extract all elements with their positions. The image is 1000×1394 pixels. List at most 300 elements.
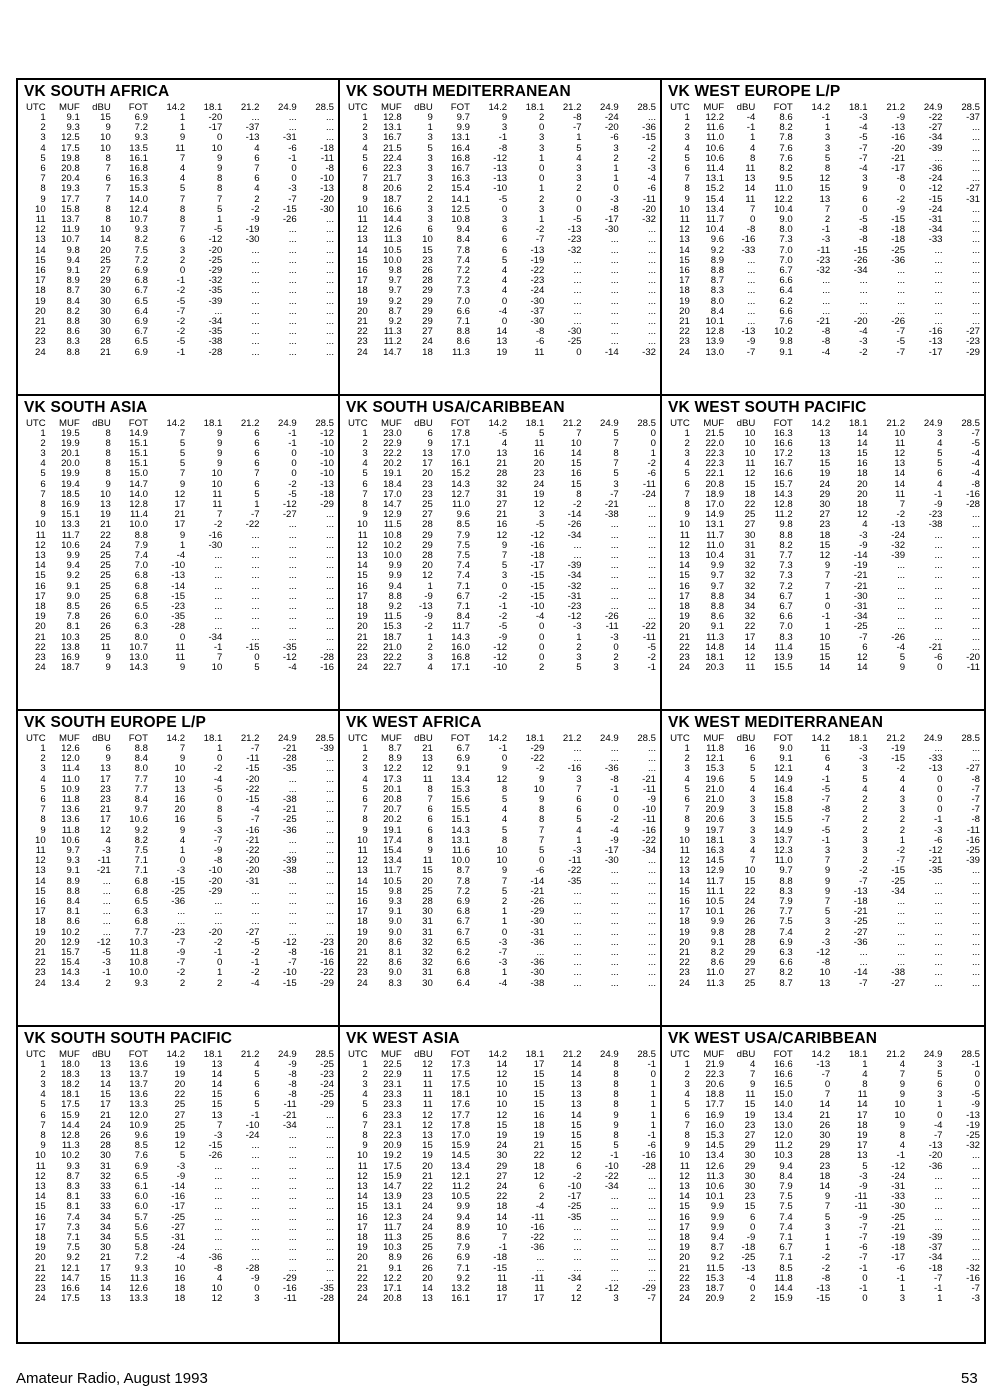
table-cell: ... xyxy=(251,1201,260,1213)
table-cell: 11.0 xyxy=(706,132,725,144)
table-cell: 11 xyxy=(357,1160,368,1172)
table-cell: 19.7 xyxy=(705,824,725,836)
table-cell: ... xyxy=(934,244,943,256)
table-cell: ... xyxy=(648,967,656,979)
table-cell: ... xyxy=(251,539,260,551)
table-cell: 9.3 xyxy=(134,977,148,989)
table-cell: 18 xyxy=(856,1119,868,1131)
table-cell: 3 xyxy=(749,824,756,836)
table-cell: 9 xyxy=(40,1140,46,1152)
table-cell: 9.1 xyxy=(779,346,793,358)
table-cell: ... xyxy=(326,621,334,633)
table-cell: -24 xyxy=(604,112,619,123)
table-cell: -15 xyxy=(530,590,545,602)
table-cell: 13.1 xyxy=(451,132,470,144)
table-cell: 22.9 xyxy=(383,437,402,449)
table-cell: ... xyxy=(326,834,334,846)
table-cell: 1 xyxy=(539,214,545,226)
table-cell: 29 xyxy=(744,1140,756,1152)
table-cell: 11.6 xyxy=(452,845,470,857)
table-cell: 14 xyxy=(894,478,906,490)
table-cell: -18 xyxy=(320,488,334,500)
table-cell: ... xyxy=(648,947,656,959)
table-cell: 7 xyxy=(40,173,46,185)
table-cell: 12.6 xyxy=(61,743,80,754)
table-cell: ... xyxy=(573,926,582,938)
table-cell: 12 xyxy=(422,1058,433,1070)
table-cell: 0 xyxy=(539,651,545,663)
table-cell: 8.9 xyxy=(66,875,80,887)
table-cell: 1 xyxy=(862,1058,868,1070)
table-cell: -21 xyxy=(642,773,656,785)
table-cell: 24 xyxy=(357,662,368,674)
table-cell: 9.7 xyxy=(456,112,470,123)
table-cell: 6 xyxy=(862,641,868,653)
table-cell: 9 xyxy=(217,437,223,449)
table-cell: 15 xyxy=(570,1129,582,1141)
table-cell: ... xyxy=(326,265,334,277)
table-cell: 15 xyxy=(679,885,690,897)
table-cell: 20 xyxy=(174,1078,186,1090)
table-cell: 5 xyxy=(179,447,186,459)
table-cell: 9 xyxy=(899,1119,906,1131)
table-cell: 7 xyxy=(576,427,582,439)
table-cell: 4 xyxy=(179,173,186,185)
table-cell: -27 xyxy=(853,926,868,938)
table-cell: ... xyxy=(288,1262,297,1274)
table-cell: 23 xyxy=(679,336,690,348)
table-cell: 1 xyxy=(824,1242,831,1254)
table-cell: -9 xyxy=(933,498,943,510)
table-cell: ... xyxy=(573,906,582,918)
table-cell: 8.2 xyxy=(710,947,725,959)
table-cell: 9 xyxy=(105,651,111,663)
table-cell: 11 xyxy=(679,845,690,857)
table-cell: -15 xyxy=(530,570,545,582)
column-header: MUF xyxy=(381,102,402,113)
table-cell: ... xyxy=(934,560,943,572)
table-cell: 18 xyxy=(679,1231,690,1243)
table-cell: 16 xyxy=(357,580,368,592)
table-cell: 8 xyxy=(824,163,831,175)
table-cell: -34 xyxy=(928,1252,943,1264)
table-cell: ... xyxy=(288,875,297,887)
table-cell: 12 xyxy=(533,498,545,510)
table-cell: 30 xyxy=(819,1129,831,1141)
table-cell: -8 xyxy=(746,224,756,236)
table-cell: 7 xyxy=(254,163,260,175)
table-cell: 30 xyxy=(744,1170,756,1182)
table-cell: 7.4 xyxy=(456,254,470,266)
table-cell: 5 xyxy=(40,783,46,795)
table-cell: 5 xyxy=(684,783,690,795)
table-cell: -29 xyxy=(208,265,223,277)
table-cell: 10 xyxy=(174,1262,186,1274)
table-cell: 15.8 xyxy=(774,804,793,816)
table-cell: ... xyxy=(972,173,980,185)
table-cell: 0 xyxy=(291,173,297,185)
table-cell: ... xyxy=(648,977,656,989)
table-cell: -1 xyxy=(610,783,619,795)
table-cell: -1 xyxy=(821,112,831,123)
table-cell: -3 xyxy=(213,824,223,836)
table-cell: 3 xyxy=(179,244,186,256)
table-cell: ... xyxy=(648,1221,656,1233)
table-cell: -35 xyxy=(208,285,223,297)
table-cell: -19 xyxy=(966,1119,980,1131)
table-cell: 25 xyxy=(100,590,111,602)
table-cell: 9 xyxy=(105,122,111,134)
table-cell: ... xyxy=(326,1262,334,1274)
table-cell: 8.7 xyxy=(66,285,80,297)
table-cell: -5 xyxy=(176,336,186,348)
column-header: 28.5 xyxy=(961,1048,980,1060)
table-cell: -17 xyxy=(891,163,906,175)
table-cell: ... xyxy=(288,1221,297,1233)
column-header: 28.5 xyxy=(637,417,656,429)
table-cell: -2 xyxy=(251,947,260,959)
table-cell: 12 xyxy=(496,1109,508,1121)
table-cell: ... xyxy=(972,1252,980,1264)
table-cell: 13.4 xyxy=(705,1150,725,1162)
table-cell: 30 xyxy=(496,1150,508,1162)
table-cell: 9 xyxy=(40,193,46,205)
table-cell: 9.7 xyxy=(388,285,402,297)
table-cell: 15 xyxy=(744,1099,756,1111)
table-cell: ... xyxy=(972,285,980,297)
table-cell: -8 xyxy=(821,804,831,816)
table-cell: 8 xyxy=(105,468,111,480)
table-cell: ... xyxy=(648,336,656,348)
table-cell: ... xyxy=(102,926,111,938)
column-header: 14.2 xyxy=(811,1048,831,1060)
table-cell: ... xyxy=(573,957,582,969)
table-cell: 7.7 xyxy=(779,549,793,561)
table-cell: 6.5 xyxy=(456,936,470,948)
table-cell: ... xyxy=(326,1221,334,1233)
table-cell: 9.8 xyxy=(388,265,402,277)
table-cell: 2 xyxy=(862,794,868,806)
table-cell: 6 xyxy=(254,173,260,185)
table-cell: 7 xyxy=(179,743,186,754)
table-cell: -8 xyxy=(535,326,545,338)
table-cell: 7.1 xyxy=(456,600,470,612)
table-cell: -21 xyxy=(282,1109,297,1121)
table-cell: ... xyxy=(972,926,980,938)
table-cell: 15.3 xyxy=(705,1129,725,1141)
table-cell: -28 xyxy=(171,621,186,633)
table-cell: 8.2 xyxy=(779,122,793,134)
table-cell: 0 xyxy=(749,1282,756,1294)
table-cell: ... xyxy=(934,896,943,908)
table-cell: 4 xyxy=(749,783,756,795)
table-cell: 20.8 xyxy=(705,478,725,490)
table-cell: 3 xyxy=(501,214,508,226)
table-cell: 9 xyxy=(862,183,868,195)
table-cell: -11 xyxy=(97,855,111,867)
table-cell: 3 xyxy=(684,1078,690,1090)
table-cell: 16.7 xyxy=(383,132,402,144)
column-header: FOT xyxy=(128,102,148,113)
table-cell: 2 xyxy=(539,1191,545,1203)
table-cell: 15 xyxy=(819,458,831,470)
table-cell: -8 xyxy=(821,326,831,338)
table-cell: 17.4 xyxy=(383,834,402,846)
table-cell: ... xyxy=(610,1231,619,1243)
table-cell: 16 xyxy=(357,896,368,908)
table-cell: 15 xyxy=(100,112,111,123)
table-cell: ... xyxy=(326,295,334,307)
table-cell: 33 xyxy=(100,1191,111,1203)
table-cell: -35 xyxy=(320,1282,334,1294)
table-cell: ... xyxy=(859,957,868,969)
table-cell: -15 xyxy=(208,1140,223,1152)
table-cell: ... xyxy=(326,549,334,561)
table-cell: -5 xyxy=(288,488,297,500)
table-cell: 2 xyxy=(899,824,906,836)
table-cell: -31 xyxy=(891,1180,906,1192)
table-cell: ... xyxy=(972,214,980,226)
table-cell: 17.7 xyxy=(451,1109,470,1121)
table-cell: -11 xyxy=(966,824,980,836)
table-cell: 10 xyxy=(894,427,906,439)
table-cell: 9.7 xyxy=(710,580,725,592)
table-cell: 30 xyxy=(819,498,831,510)
table-cell: -17 xyxy=(208,122,223,134)
table-cell: 9.0 xyxy=(388,926,402,938)
table-cell: -11 xyxy=(642,478,656,490)
table-cell: -18 xyxy=(891,1242,906,1254)
table-cell: ... xyxy=(859,305,868,317)
table-cell: 7 xyxy=(539,834,545,846)
table-cell: -33 xyxy=(928,234,943,246)
table-cell: 8.9 xyxy=(388,1252,402,1264)
table-cell: 9.0 xyxy=(779,743,793,754)
table-cell: 32 xyxy=(744,560,756,572)
table-cell: ... xyxy=(573,1252,582,1264)
table-cell: 17.8 xyxy=(451,427,470,439)
table-cell: -23 xyxy=(530,275,545,287)
table-cell: 5 xyxy=(749,763,756,775)
table-cell: ... xyxy=(251,326,260,338)
table-cell: -8 xyxy=(859,224,868,236)
table-cell: 0 xyxy=(291,163,297,175)
table-cell: 16.3 xyxy=(129,173,148,185)
table-cell: ... xyxy=(288,1180,297,1192)
table-cell: -1 xyxy=(859,1282,868,1294)
table-cell: 0 xyxy=(539,621,545,633)
table-cell: 17.5 xyxy=(61,1099,80,1111)
table-cell: 4 xyxy=(501,275,508,287)
table-cell: 16 xyxy=(174,814,186,826)
table-cell: 7 xyxy=(824,570,831,582)
table-cell: -9 xyxy=(176,1170,186,1182)
table-cell: 6 xyxy=(684,1109,690,1121)
panel-title: VK WEST MEDITERRANEAN xyxy=(668,714,884,731)
table-cell: 21.5 xyxy=(383,142,402,154)
table-cell: 24 xyxy=(100,539,111,551)
table-cell: -29 xyxy=(966,346,980,358)
table-cell: ... xyxy=(326,845,334,857)
table-cell: -35 xyxy=(208,326,223,338)
table-cell: 20 xyxy=(357,305,368,317)
table-cell: ... xyxy=(972,957,980,969)
table-cell: 14 xyxy=(100,234,111,246)
table-cell: 10.9 xyxy=(61,783,80,795)
table-cell: ... xyxy=(897,560,906,572)
table-cell: 30 xyxy=(100,1242,111,1254)
table-cell: 0 xyxy=(937,662,943,674)
table-cell: 2 xyxy=(684,753,690,765)
table-cell: -9 xyxy=(251,214,260,226)
table-cell: 5 xyxy=(824,906,831,918)
table-cell: 14.5 xyxy=(705,855,725,867)
table-cell: 2 xyxy=(40,437,46,449)
table-cell: 7.1 xyxy=(134,865,148,877)
table-cell: -5 xyxy=(498,621,508,633)
table-cell: 5 xyxy=(501,824,508,836)
table-cell: 16.7 xyxy=(451,163,470,175)
table-cell: -8 xyxy=(573,112,582,123)
table-cell: 8.4 xyxy=(134,794,148,806)
table-cell: 12.5 xyxy=(451,203,470,215)
table-cell: 16.7 xyxy=(774,458,793,470)
table-cell: -10 xyxy=(320,173,334,185)
table-cell: -1 xyxy=(498,1242,508,1254)
table-cell: -7 xyxy=(859,875,868,887)
table-cell: ... xyxy=(288,631,297,643)
table-cell: -29 xyxy=(530,906,545,918)
table-cell: -20 xyxy=(208,875,223,887)
table-cell: -1 xyxy=(933,488,943,500)
table-cell: 15.4 xyxy=(705,193,725,205)
table-cell: 0 xyxy=(862,1293,868,1305)
panel-title: VK WEST EUROPE L/P xyxy=(668,83,841,100)
table-cell: 20.8 xyxy=(383,794,402,806)
table-cell: 4 xyxy=(254,142,260,154)
table-cell: 5.8 xyxy=(134,1242,148,1254)
table-cell: ... xyxy=(251,346,260,358)
table-cell: 28 xyxy=(422,275,433,287)
table-cell: 12 xyxy=(357,224,368,236)
table-cell: 18 xyxy=(744,488,756,500)
table-cell: 8 xyxy=(40,814,46,826)
table-cell: 17.1 xyxy=(451,437,470,449)
table-cell: -21 xyxy=(853,580,868,592)
table-cell: -15 xyxy=(282,203,297,215)
table-cell: 29 xyxy=(422,529,433,541)
table-cell: ... xyxy=(972,295,980,307)
table-cell: ... xyxy=(251,590,260,602)
table-cell: ... xyxy=(214,906,223,918)
table-cell: 9 xyxy=(613,1109,619,1121)
table-cell: 15 xyxy=(357,1201,368,1213)
table-cell: 9.1 xyxy=(456,763,470,775)
column-header: 28.5 xyxy=(961,417,980,429)
table-cell: -20 xyxy=(853,316,868,328)
table-cell: 20 xyxy=(533,458,545,470)
table-cell: 1 xyxy=(824,1231,831,1243)
table-cell: 12.8 xyxy=(705,326,725,338)
table-cell: 7.3 xyxy=(66,1221,80,1233)
table-cell: 11 xyxy=(679,214,690,226)
table-cell: -30 xyxy=(853,590,868,602)
table-cell: -29 xyxy=(320,977,334,989)
table-cell: ... xyxy=(648,498,656,510)
table-cell: ... xyxy=(972,570,980,582)
table-cell: 23 xyxy=(679,967,690,979)
table-cell: 18 xyxy=(856,468,868,480)
table-cell: ... xyxy=(897,275,906,287)
table-cell: -1 xyxy=(933,1282,943,1294)
propagation-table xyxy=(346,102,656,358)
table-cell: ... xyxy=(972,967,980,979)
table-cell: 21 xyxy=(357,631,368,643)
table-cell: 11.4 xyxy=(130,509,148,521)
table-cell: -22 xyxy=(530,1231,545,1243)
table-cell: 11.7 xyxy=(452,621,470,633)
table-cell: 24 xyxy=(679,977,690,989)
table-cell: 18.9 xyxy=(705,488,725,500)
table-cell: -34 xyxy=(642,845,656,857)
table-cell: 6 xyxy=(427,824,433,836)
table-cell: 11 xyxy=(679,529,690,541)
table-cell: 34 xyxy=(100,1211,111,1223)
table-cell: -35 xyxy=(928,865,943,877)
table-cell: 23 xyxy=(422,478,433,490)
table-cell: 9 xyxy=(501,539,508,551)
table-cell: ... xyxy=(326,1242,334,1254)
column-header: FOT xyxy=(773,733,793,744)
table-cell: 7 xyxy=(824,855,831,867)
table-cell: -27 xyxy=(966,183,980,195)
column-header: UTC xyxy=(670,733,690,744)
table-cell: ... xyxy=(288,580,297,592)
table-cell: ... xyxy=(972,265,980,277)
table-cell: 19.2 xyxy=(383,1150,402,1162)
table-cell: 1 xyxy=(217,967,223,979)
table-cell: 8.2 xyxy=(134,234,148,246)
table-cell: ... xyxy=(610,875,619,887)
table-cell: 0 xyxy=(501,203,508,215)
propagation-table xyxy=(24,733,334,989)
table-cell: 4 xyxy=(899,1140,906,1152)
table-cell: 15 xyxy=(679,254,690,266)
column-header: FOT xyxy=(773,1048,793,1060)
table-cell: -2 xyxy=(573,1170,582,1182)
table-cell: -2 xyxy=(573,498,582,510)
table-cell: 29 xyxy=(422,295,433,307)
table-cell: -4 xyxy=(498,977,508,989)
table-cell: 19 xyxy=(174,1129,186,1141)
table-cell: 7.9 xyxy=(456,529,470,541)
table-cell: ... xyxy=(610,326,619,338)
table-cell: 15 xyxy=(533,1078,545,1090)
table-cell: 13 xyxy=(357,865,368,877)
table-cell: 8.8 xyxy=(456,326,470,338)
column-header: dBU xyxy=(92,102,111,113)
table-cell: 2 xyxy=(362,437,368,449)
table-cell: 20 xyxy=(422,468,433,480)
table-cell: ... xyxy=(326,132,334,144)
table-cell: 26 xyxy=(744,906,756,918)
table-cell: 18.7 xyxy=(705,1282,725,1294)
table-cell: -27 xyxy=(928,122,943,134)
table-cell: 6 xyxy=(179,234,186,246)
table-cell: 2 xyxy=(362,753,368,765)
column-header: MUF xyxy=(59,1048,80,1060)
table-cell: 6.2 xyxy=(779,295,793,307)
